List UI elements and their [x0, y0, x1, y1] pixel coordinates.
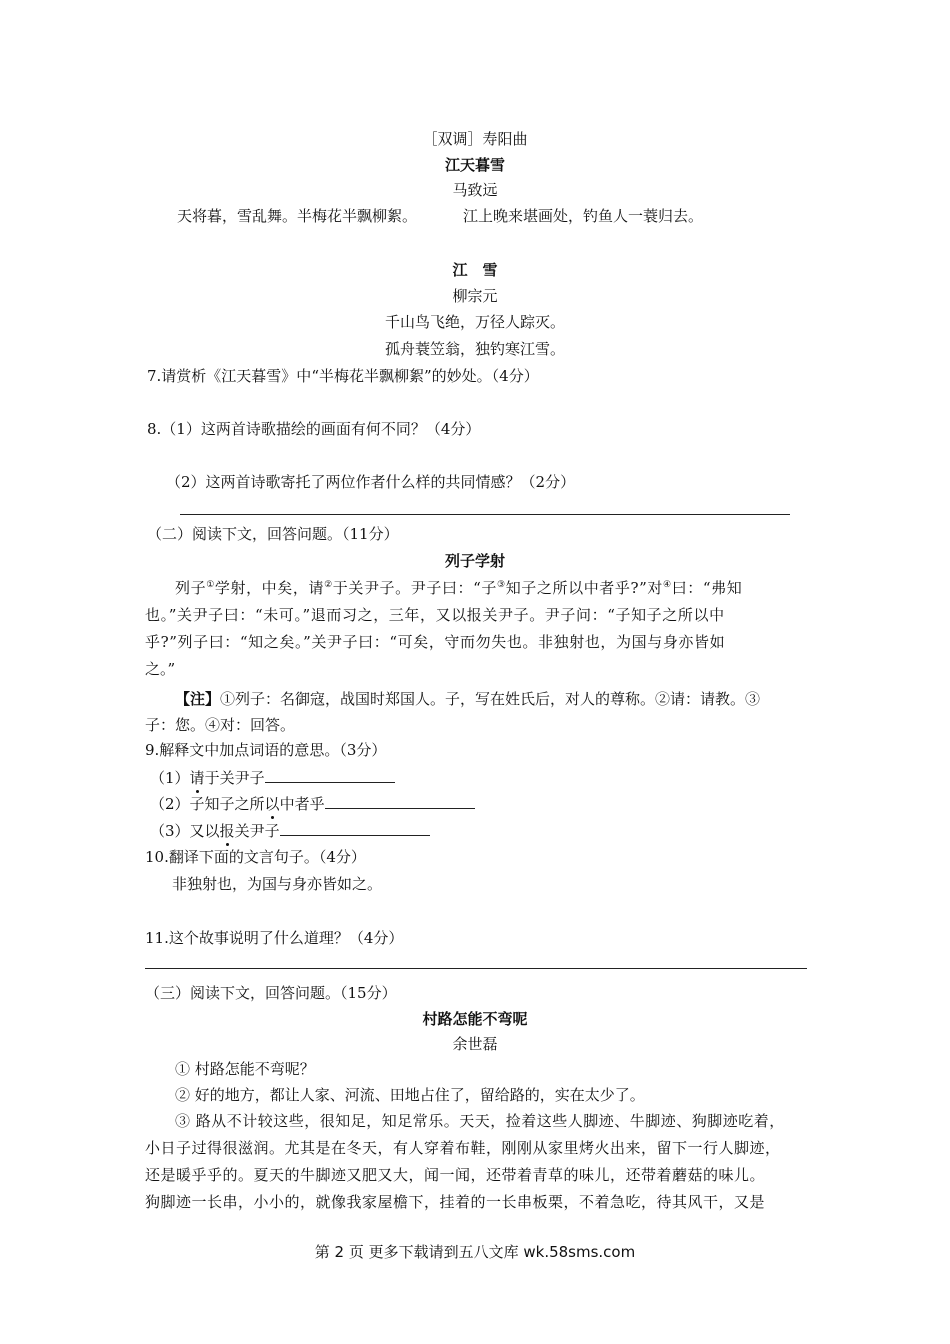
item-text: （2）子知子之所: [150, 795, 265, 813]
section3-paragraph3-line2: 小日子过得很滋润。尤其是在冬天，有人穿着布鞋，刚刚从家里烤火出来，留下一行人脚迹，: [145, 1139, 781, 1157]
section2-note-line2: 子：您。④对：回答。: [145, 716, 296, 734]
item-text: 于关尹子: [204, 769, 265, 787]
section3-paragraph2: ② 好的地方，都让人家、河流、田地占住了，留给路的，实在太少了。: [175, 1086, 645, 1104]
section3-header: （三）阅读下文，回答问题。（15分）: [145, 984, 397, 1002]
poem2-line1: 千山鸟飞绝，万径人踪灭。: [384, 313, 565, 331]
answer-blank[interactable]: [325, 792, 475, 809]
poem2-author: 柳宗元: [452, 287, 498, 305]
poem1-line2: 江上晚来堪画处，钓鱼人一蓑归去。: [463, 207, 704, 225]
text-run: 列子: [175, 579, 207, 597]
text-run: 学射，中矣，请: [214, 579, 325, 597]
section3-paragraph3-line3: 还是暖乎乎的。夏天的牛脚迹又肥又大，闻一闻，还带着青草的味儿，还带着蘑菇的味儿。: [145, 1166, 766, 1184]
text-run: 曰：“弗知: [671, 579, 743, 597]
question-11: 11.这个故事说明了什么道理？（4分）: [145, 929, 404, 947]
section2-header: （二）阅读下文，回答问题。（11分）: [147, 525, 399, 543]
question-8-part2: （2）这两首诗歌寄托了两位作者什么样的共同情感？（2分）: [166, 473, 576, 491]
poem1-tune: ［双调］寿阳曲: [422, 130, 528, 148]
note-marker-4: ④: [663, 580, 672, 590]
item-text: （1）: [150, 769, 190, 787]
section2-note-line1: [175, 689, 760, 709]
section2-paragraph-line1: [175, 578, 742, 598]
note-label: 【注】: [175, 690, 221, 708]
answer-line: [180, 514, 790, 515]
answer-blank[interactable]: [265, 766, 395, 783]
section2-title: 列子学射: [444, 552, 505, 570]
question-7: 7.请赏析《江天暮雪》中“半梅花半飘柳絮”的妙处。（4分）: [147, 367, 539, 385]
section2-paragraph-line2: 也。”关尹子曰：“未可。”退而习之，三年，又以报关尹子。尹子问：“子知子之所以中: [145, 606, 725, 624]
dotted-word: 以: [264, 795, 280, 813]
section2-paragraph-line3: 乎?”列子曰：“知之矣。”关尹子曰：“可矣，守而勿失也。非独射也，为国与身亦皆如: [145, 633, 726, 651]
section3-paragraph1: ① 村路怎能不弯呢？: [175, 1060, 315, 1078]
poem1-title: 江天暮雪: [444, 156, 505, 174]
question-10: 10.翻译下面的文言句子。（4分）: [145, 848, 366, 866]
section3-author: 余世磊: [452, 1035, 498, 1053]
question-9-item1: [150, 766, 395, 788]
answer-line: [145, 968, 807, 969]
page-footer: 第 2 页 更多下载请到五八文库 wk.58sms.com: [314, 1243, 636, 1261]
question-9-item3: [150, 819, 430, 841]
item-text: 中者乎: [279, 795, 325, 813]
item-text: 关尹子: [234, 822, 280, 840]
question-8-part1: 8.（1）这两首诗歌描绘的画面有何不同？（4分）: [147, 420, 481, 438]
poem1-line1: 天将暮，雪乱舞。半梅花半飘柳絮。: [177, 207, 418, 225]
note-text: ①列子：名御寇，战国时郑国人。子，写在姓氏后，对人的尊称。②请：请教。③: [220, 690, 761, 708]
answer-blank[interactable]: [280, 819, 430, 836]
note-marker-2: ②: [324, 580, 333, 590]
dotted-word: 请: [189, 769, 205, 787]
poem2-line2: 孤舟蓑笠翁，独钓寒江雪。: [384, 340, 565, 358]
section3-paragraph3-line1: ③ 路从不计较这些，很知足，知足常乐。天天，捡着这些人脚迹、牛脚迹、狗脚迹吃着，: [175, 1112, 785, 1130]
question-9-item2: [150, 792, 475, 814]
item-text: （3）又以: [150, 822, 220, 840]
dotted-word: 报: [219, 822, 235, 840]
text-run: 于关尹子。尹子曰：“子: [332, 579, 498, 597]
note-marker-1: ①: [206, 580, 215, 590]
text-run: 知子之所以中者乎?”对: [505, 579, 664, 597]
poem2-title: 江 雪: [452, 261, 498, 279]
section3-paragraph3-line4: 狗脚迹一长串，小小的，就像我家屋檐下，挂着的一长串板栗，不着急吃，待其风干，又是: [145, 1193, 766, 1211]
note-marker-3: ③: [497, 580, 506, 590]
section2-paragraph-line4: 之。”: [145, 660, 176, 678]
section3-title: 村路怎能不弯呢: [422, 1010, 528, 1028]
question-10-sentence: 非独射也，为国与身亦皆如之。: [172, 875, 383, 893]
poem1-author: 马致远: [452, 181, 498, 199]
question-9: 9.解释文中加点词语的意思。（3分）: [145, 741, 387, 759]
